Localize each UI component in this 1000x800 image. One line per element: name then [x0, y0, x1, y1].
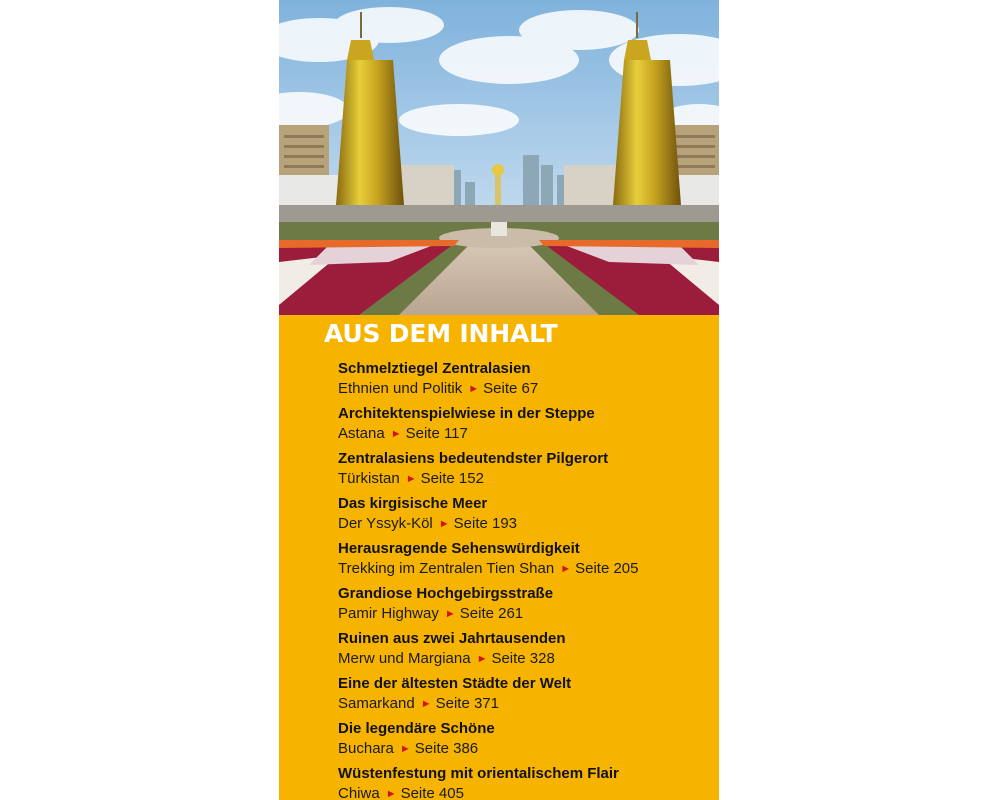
- entry-subject: Astana: [338, 425, 385, 442]
- entry-page: Seite 67: [483, 380, 539, 397]
- entry-subject: Merw und Margiana: [338, 650, 471, 667]
- toc-entry: [338, 449, 708, 494]
- entry-title: Herausragende Sehenswürdigkeit: [338, 540, 580, 557]
- entry-subject: Trekking im Zentralen Tien Shan: [338, 560, 555, 577]
- entry-title: Grandiose Hochgebirgsstraße: [338, 585, 554, 602]
- book-cover: [279, 0, 719, 800]
- toc-entry: [338, 404, 708, 449]
- entry-reference: [338, 603, 708, 626]
- red-triangle-right-icon: ►: [390, 428, 402, 440]
- entry-reference: [338, 648, 708, 671]
- entry-page: Seite 371: [435, 695, 499, 712]
- entry-title: Zentralasiens bedeutendster Pilgerort: [338, 450, 609, 467]
- entry-subject: Türkistan: [338, 470, 400, 487]
- entry-page: Seite 152: [420, 470, 484, 487]
- entry-title: Wüstenfestung mit orientalischem Flair: [338, 765, 619, 782]
- entry-title: Schmelztiegel Zentralasien: [338, 360, 531, 377]
- toc-entry: [338, 539, 708, 584]
- red-triangle-right-icon: ►: [444, 608, 456, 620]
- entry-subject: Samarkand: [338, 695, 415, 712]
- contents-heading: AUS DEM INHALT: [324, 319, 558, 348]
- entry-page: Seite 405: [400, 785, 464, 800]
- entry-reference: [338, 558, 708, 581]
- red-triangle-right-icon: ►: [405, 473, 417, 485]
- contents-panel: [279, 315, 719, 800]
- entry-reference: [338, 693, 708, 716]
- entry-page: Seite 328: [491, 650, 555, 667]
- entry-reference: [338, 468, 708, 491]
- entry-page: Seite 117: [405, 425, 468, 442]
- red-triangle-right-icon: ►: [476, 653, 488, 665]
- red-triangle-right-icon: ►: [468, 383, 480, 395]
- entry-title: Ruinen aus zwei Jahrtausenden: [338, 630, 566, 647]
- entry-subject: Chiwa: [338, 785, 380, 800]
- entry-reference: [338, 423, 708, 446]
- entry-subject: Der Yssyk-Köl: [338, 515, 433, 532]
- red-triangle-right-icon: ►: [560, 563, 572, 575]
- toc-entry: [338, 719, 708, 764]
- cover-photo: [279, 0, 719, 315]
- entry-title: Die legendäre Schöne: [338, 720, 495, 737]
- red-triangle-right-icon: ►: [438, 518, 450, 530]
- astana-boulevard-image: [279, 0, 719, 315]
- toc-entry: [338, 494, 708, 539]
- entry-reference: [338, 378, 708, 401]
- entry-title: Architektenspielwiese in der Steppe: [338, 405, 595, 422]
- entry-reference: [338, 783, 708, 800]
- toc-entry: [338, 584, 708, 629]
- entry-reference: [338, 513, 708, 536]
- red-triangle-right-icon: ►: [399, 743, 411, 755]
- entry-page: Seite 205: [575, 560, 639, 577]
- entry-title: Das kirgisische Meer: [338, 495, 488, 512]
- entry-subject: Ethnien und Politik: [338, 380, 463, 397]
- red-triangle-right-icon: ►: [420, 698, 432, 710]
- toc-entry: [338, 629, 708, 674]
- entry-page: Seite 386: [414, 740, 479, 757]
- entry-title: Eine der ältesten Städte der Welt: [338, 675, 572, 692]
- entry-subject: Pamir Highway: [338, 605, 439, 622]
- entry-page: Seite 193: [453, 515, 518, 532]
- entry-subject: Buchara: [338, 740, 394, 757]
- toc-entry: [338, 674, 708, 719]
- entry-page: Seite 261: [459, 605, 524, 622]
- contents-list: [338, 359, 708, 800]
- red-triangle-right-icon: ►: [385, 788, 397, 800]
- entry-reference: [338, 738, 708, 761]
- toc-entry: [338, 764, 708, 800]
- toc-entry: [338, 359, 708, 404]
